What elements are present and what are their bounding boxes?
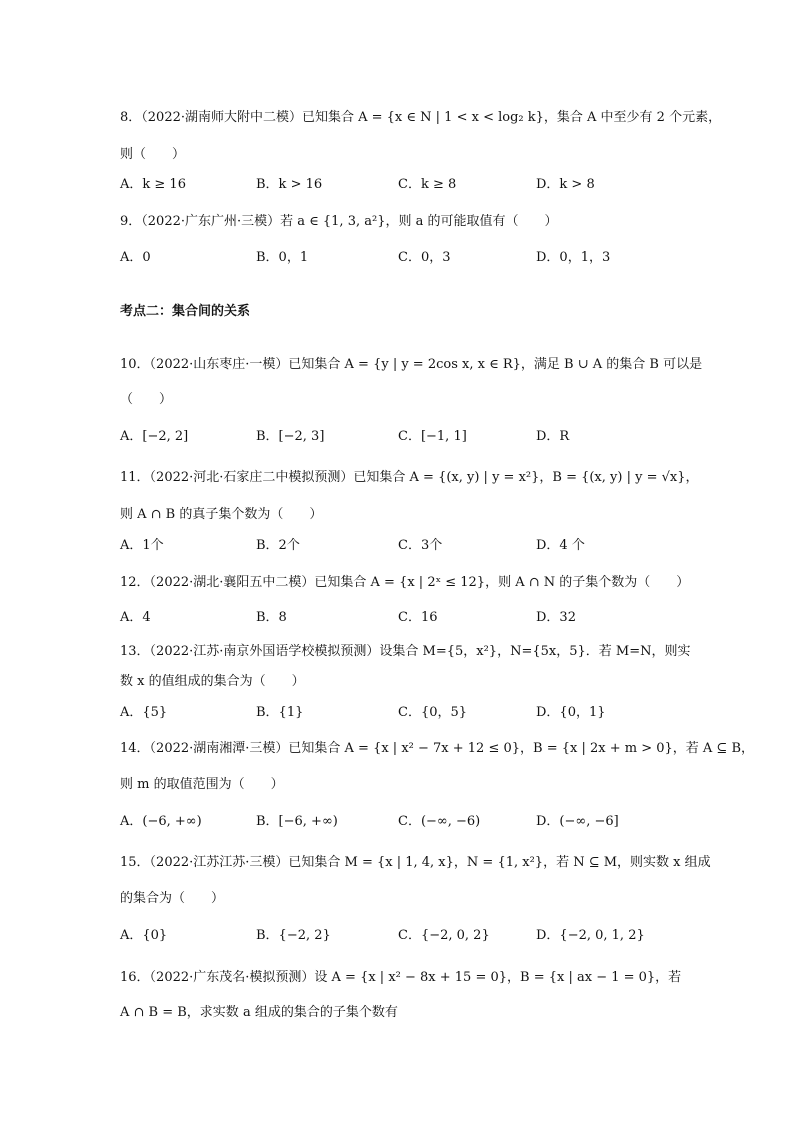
question-12-option-a: A．4 <box>120 610 151 625</box>
question-8-option-b: B．k > 16 <box>256 177 323 192</box>
question-8-stem-cont: 则（ ） <box>120 147 186 162</box>
question-10-stem: 10．（2022·山东枣庄·一模）已知集合 A = {y | y = 2cos x, x ∈ R}，满足 B ∪ A 的集合 B 可以是 <box>120 357 703 372</box>
question-16-stem-cont: A ∩ B = B，求实数 a 组成的集合的子集个数有 <box>120 1005 398 1020</box>
question-13-stem-cont: 数 x 的值组成的集合为（ ） <box>120 674 305 689</box>
question-13-option-d: D．{0，1} <box>536 705 606 720</box>
section-title: 考点二：集合间的关系 <box>120 304 251 319</box>
question-13-stem: 13．（2022·江苏·南京外国语学校模拟预测）设集合 M={5，x²}，N={5x，5}．若 M=N，则实 <box>120 644 691 659</box>
question-11-option-b: B．2个 <box>256 538 300 553</box>
question-9-stem: 9．（2022·广东广州·三模）若 a ∈ {1, 3, a²}，则 a 的可能取值有（ ） <box>120 214 558 229</box>
question-10-option-c: C．[−1, 1] <box>398 429 467 444</box>
question-16-stem: 16．（2022·广东茂名·模拟预测）设 A = {x | x² − 8x + 15 = 0}，B = {x | ax − 1 = 0}，若 <box>120 970 682 985</box>
question-14-option-c: C．(−∞, −6) <box>398 814 481 829</box>
question-13-option-c: C．{0，5} <box>398 705 468 720</box>
question-9-option-c: C．0，3 <box>398 250 451 265</box>
question-9-option-a: A．0 <box>120 250 151 265</box>
question-10-option-b: B．[−2, 3] <box>256 429 325 444</box>
question-8-option-a: A．k ≥ 16 <box>120 177 186 192</box>
question-11-stem-cont: 则 A ∩ B 的真子集个数为（ ） <box>120 507 323 522</box>
question-14-option-d: D．(−∞, −6] <box>536 814 619 829</box>
question-11-option-d: D．4 个 <box>536 538 585 553</box>
question-8-option-c: C．k ≥ 8 <box>398 177 457 192</box>
question-15-stem-cont: 的集合为（ ） <box>120 891 225 906</box>
question-10-option-a: A．[−2, 2] <box>120 429 189 444</box>
question-8-stem: 8．（2022·湖南师大附中二模）已知集合 A = {x ∈ N | 1 < x < log₂ k}，集合 A 中至少有 2 个元素， <box>120 110 722 125</box>
question-15-option-a: A．{0} <box>120 928 168 943</box>
question-8-option-d: D．k > 8 <box>536 177 595 192</box>
question-13-option-a: A．{5} <box>120 705 168 720</box>
question-14-option-a: A．(−6, +∞) <box>120 814 202 829</box>
question-14-stem: 14．（2022·湖南湘潭·三模）已知集合 A = {x | x² − 7x + 12 ≤ 0}，B = {x | 2x + m > 0}，若 A ⊆ B， <box>120 741 754 756</box>
question-11-option-c: C．3个 <box>398 538 443 553</box>
question-15-option-d: D．{−2, 0, 1, 2} <box>536 928 645 943</box>
question-12-option-d: D．32 <box>536 610 576 625</box>
question-10-option-d: D．R <box>536 429 570 444</box>
question-10-stem-cont: （ ） <box>120 392 173 407</box>
question-9-option-d: D．0，1，3 <box>536 250 611 265</box>
question-12-option-b: B．8 <box>256 610 287 625</box>
question-14-option-b: B．[−6, +∞) <box>256 814 338 829</box>
question-15-stem: 15．（2022·江苏江苏·三模）已知集合 M = {x | 1, 4, x}，N = {1, x²}，若 N ⊆ M，则实数 x 组成 <box>120 855 711 870</box>
question-15-option-b: B．{−2, 2} <box>256 928 331 943</box>
question-14-stem-cont: 则 m 的取值范围为（ ） <box>120 777 284 792</box>
question-13-option-b: B．{1} <box>256 705 304 720</box>
question-12-option-c: C．16 <box>398 610 438 625</box>
question-15-option-c: C．{−2, 0, 2} <box>398 928 490 943</box>
question-11-stem: 11．（2022·河北·石家庄二中模拟预测）已知集合 A = {(x, y) | y = x²}，B = {(x, y) | y = √x}， <box>120 470 699 485</box>
question-9-option-b: B．0，1 <box>256 250 309 265</box>
question-12-stem: 12．（2022·湖北·襄阳五中二模）已知集合 A = {x | 2ˣ ≤ 12}，则 A ∩ N 的子集个数为（ ） <box>120 575 690 590</box>
question-11-option-a: A．1个 <box>120 538 164 553</box>
